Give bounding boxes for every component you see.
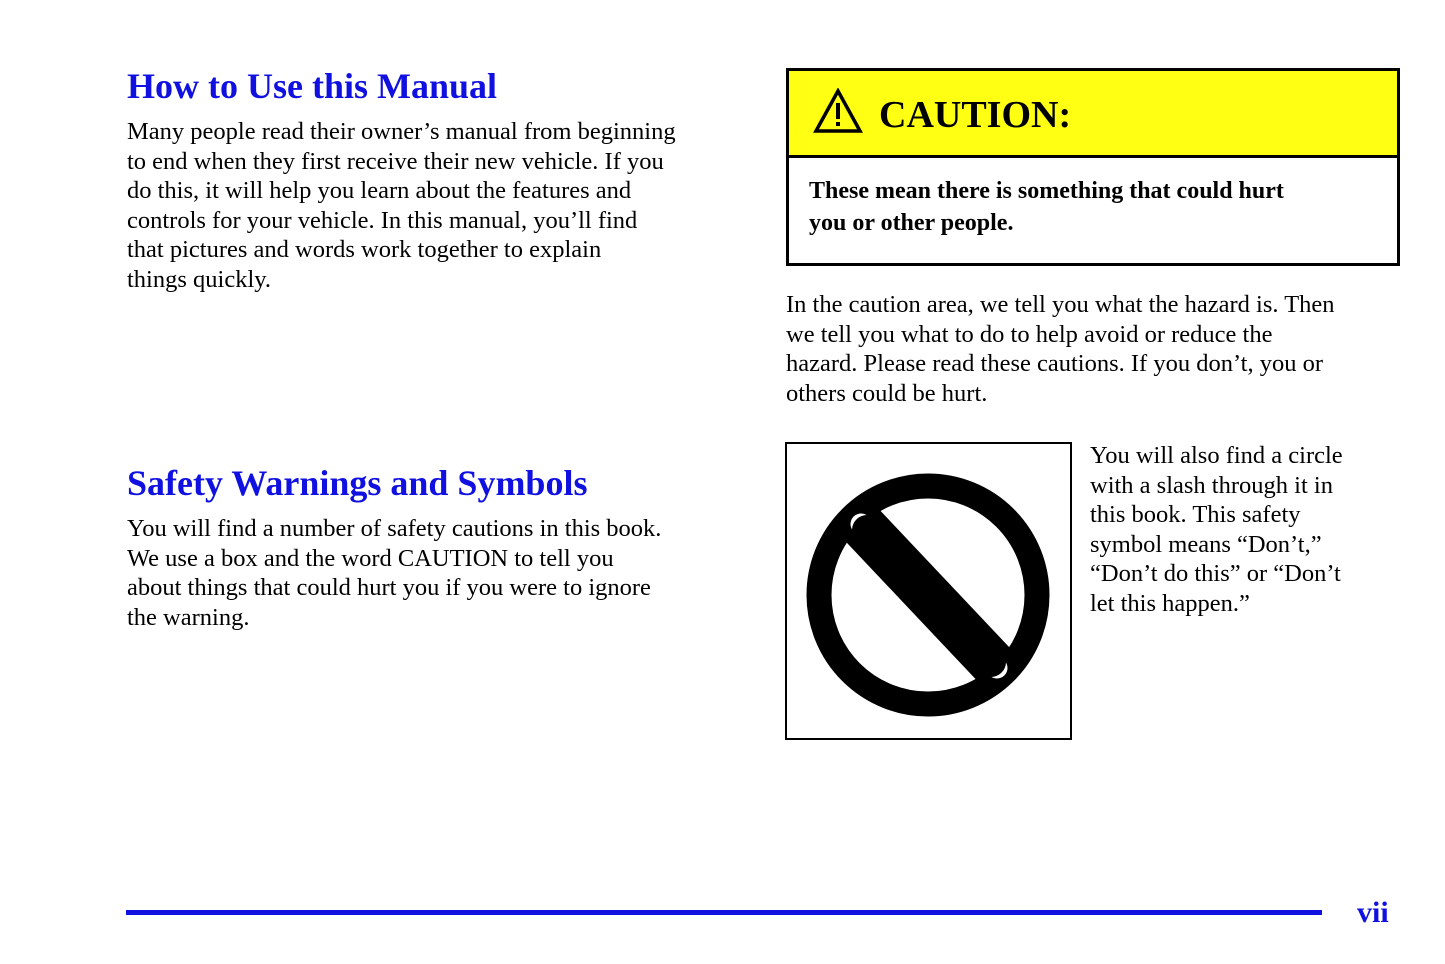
paragraph-line: this book. This safety: [1090, 501, 1301, 528]
paragraph-line: others could be hurt.: [786, 379, 988, 407]
paragraph-line: In the caution area, we tell you what the hazard is. Then: [786, 291, 1335, 318]
paragraph-line: do this, it will help you learn about the features and: [127, 177, 632, 204]
caution-box: [786, 68, 1400, 266]
paragraph-line: with a slash through it in: [1090, 471, 1333, 499]
safety-paragraph: [127, 514, 661, 632]
paragraph-line: let this happen.”: [1090, 589, 1250, 617]
paragraph-line: about things that could hurt you if you were to ignore: [127, 574, 651, 601]
paragraph-line: controls for your vehicle. In this manual, you’ll find: [127, 206, 638, 234]
paragraph-line: hazard. Please read these cautions. If you don’t, you or: [786, 350, 1324, 377]
warning-triangle-icon: [813, 88, 863, 134]
page-number: vii: [1357, 896, 1389, 929]
prohibition-symbol-box: [785, 442, 1072, 740]
paragraph-line: to end when they first receive their new vehicle. If you: [127, 147, 664, 175]
prohibition-circle-slash-icon: [787, 444, 1070, 738]
caution-body-line: you or other people.: [809, 210, 1014, 236]
caution-title: CAUTION:: [879, 94, 1072, 136]
section-title-safety-warnings: Safety Warnings and Symbols: [127, 463, 588, 503]
intro-paragraph: [127, 117, 676, 294]
symbol-description: [1090, 441, 1343, 618]
paragraph-line: symbol means “Don’t,”: [1090, 530, 1322, 558]
caution-body: [809, 175, 1284, 239]
paragraph-line: the warning.: [127, 603, 250, 631]
paragraph-line: we tell you what to do to help avoid or reduce the: [786, 320, 1273, 348]
section-title-how-to-use: How to Use this Manual: [127, 66, 498, 106]
paragraph-line: You will find a number of safety cautions in this book.: [127, 515, 662, 542]
paragraph-line: that pictures and words work together to explain: [127, 236, 602, 263]
caution-explanation: [786, 290, 1335, 408]
paragraph-line: “Don’t do this” or “Don’t: [1090, 560, 1341, 587]
footer-rule: [126, 910, 1322, 915]
paragraph-line: Many people read their owner’s manual from beginning: [127, 118, 676, 145]
paragraph-line: You will also find a circle: [1090, 442, 1343, 469]
caution-body-line: These mean there is something that could hurt: [809, 178, 1284, 204]
caution-header: [789, 71, 1397, 158]
paragraph-line: We use a box and the word CAUTION to tell you: [127, 544, 614, 572]
paragraph-line: things quickly.: [127, 265, 272, 293]
